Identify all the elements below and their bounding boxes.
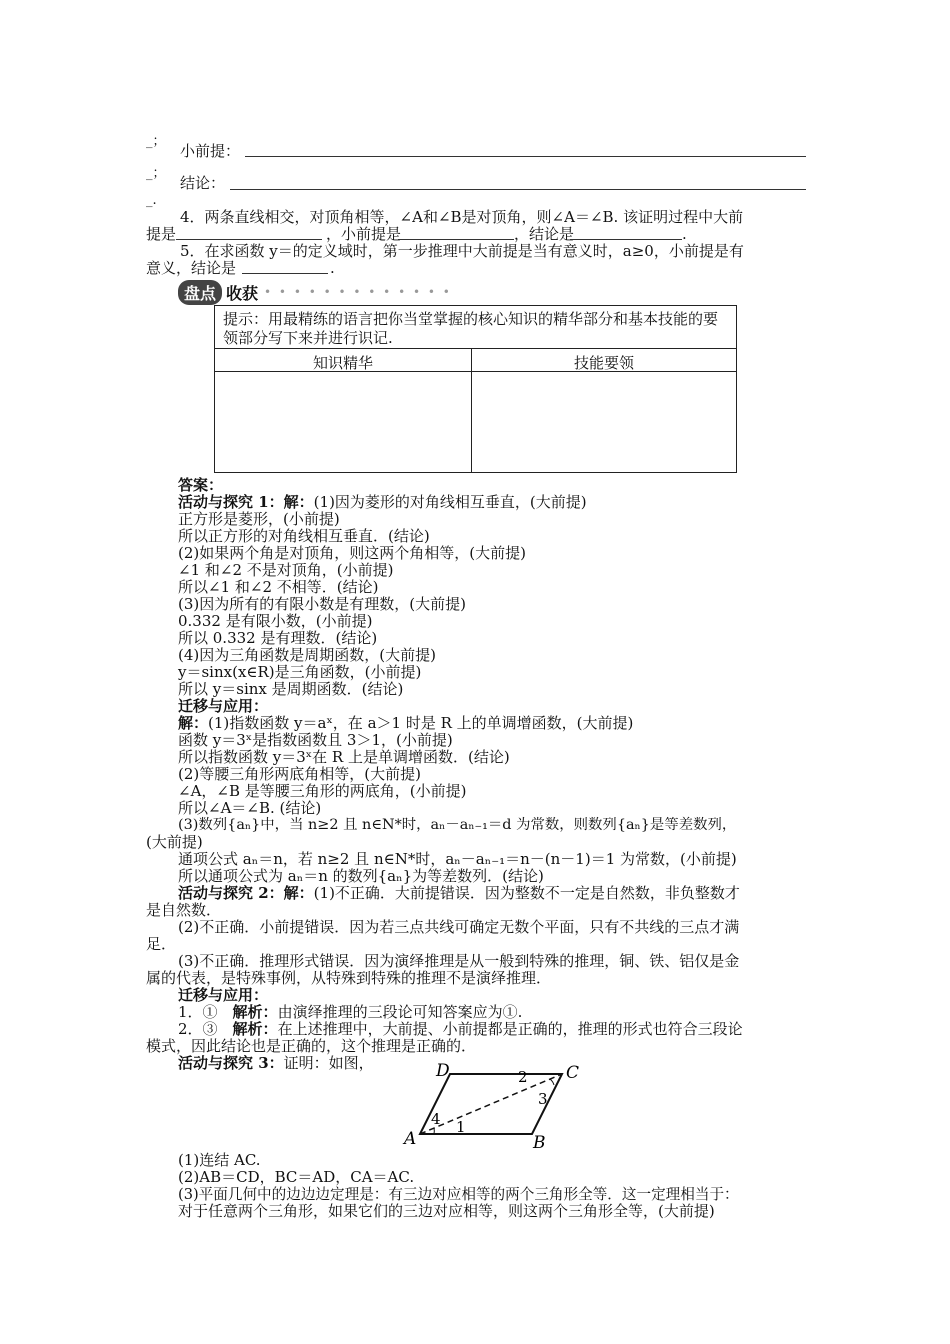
- answer-line-text: (1)连结 AC.: [178, 1151, 261, 1169]
- answer-line-text: 正方形是菱形，(小前提): [178, 510, 340, 528]
- summary-table: [214, 305, 737, 473]
- activity-1: [178, 494, 587, 511]
- analysis-label: 解析：: [232, 1020, 278, 1038]
- q4-blank-c: ，结论是: [514, 225, 575, 243]
- activity-1-line: (1)因为菱形的对角线相互垂直，(大前提): [313, 493, 587, 511]
- answer-line-text: 所以指数函数 y＝3ˣ在 R 上是单调增函数．(结论): [178, 748, 510, 766]
- answer-line-text: (2)不正确．小前提错误．因为若三点共线可确定无数个平面，只有不共线的三点才满: [178, 918, 740, 936]
- banner-title: 收获: [226, 283, 259, 303]
- answer-line-text: ∠A，∠B 是等腰三角形的两底角，(小前提): [178, 782, 467, 800]
- activity-3: [178, 1055, 374, 1072]
- migration-heading-2: 迁移与应用：: [178, 986, 269, 1004]
- answer-line-text: (3)平面几何中的边边边定理是：有三边对应相等的两个三角形全等．这一定理相当于：: [178, 1186, 739, 1203]
- analysis-label: 解析：: [232, 1003, 278, 1021]
- answer-line-text: (1)不正确．大前提错误．因为整数不一定是自然数，非负整数才: [313, 884, 740, 902]
- question-5: 5．在求函数 y＝的定义域时，第一步推理中大前提是当有意义时，a≥0，小前提是有: [180, 242, 744, 260]
- answer-line: [176, 239, 322, 240]
- jie-label: 解：: [178, 714, 209, 732]
- angle-label-2: 2: [518, 1068, 528, 1086]
- q5-blank-a: 意义，结论是: [146, 259, 237, 277]
- analysis-text: 在上述推理中，大前提、小前提都是正确的，推理的形式也符合三段论: [277, 1020, 743, 1038]
- answer-line-text: 属的代表，是特殊事例，从特殊到特殊的推理不是演绎推理．: [146, 969, 552, 987]
- answer-line: [245, 156, 806, 157]
- answer-line-text: (1)指数函数 y＝aˣ，在 a＞1 时是 R 上的单调增函数，(大前提): [208, 714, 634, 732]
- answer-line-text: 所以通项公式为 aₙ＝n 的数列{aₙ}为等差数列．(结论): [178, 867, 544, 885]
- vertex-c: C: [566, 1063, 580, 1083]
- answer-line-text: y＝sinx(x∈R)是三角函数，(小前提): [178, 663, 422, 681]
- vertex-d: D: [436, 1062, 450, 1081]
- answer-line-text: 所以∠A＝∠B. (结论): [178, 799, 322, 817]
- answer-line-text: 0.332 是有限小数，(小前提): [178, 612, 373, 630]
- table-header-row: [215, 348, 736, 372]
- conclusion-label: 结论：: [180, 174, 226, 192]
- answer-line-text: 证明：如图，: [283, 1054, 374, 1072]
- q4-end: .: [682, 225, 687, 243]
- migration-heading: 迁移与应用：: [178, 697, 269, 715]
- section-banner: [178, 280, 452, 304]
- answers-title: 答案：: [178, 476, 224, 494]
- answer-line-text: (4)因为三角函数是周期函数，(大前提): [178, 646, 436, 664]
- item-number: 1．①: [178, 1003, 233, 1021]
- migration-2-item-1: [178, 1004, 522, 1021]
- answer-line-text: (2)如果两个角是对顶角，则这两个角相等，(大前提): [178, 544, 526, 562]
- migration-2-item-2: [178, 1021, 743, 1038]
- answer-line: [570, 239, 682, 240]
- angle-label-4: 4: [431, 1110, 441, 1128]
- answer-line-text: (2)等腰三角形两底角相等，(大前提): [178, 765, 421, 783]
- parallelogram-figure: [400, 1062, 600, 1162]
- answer-line-text: ∠1 和∠2 不是对顶角，(小前提): [178, 561, 394, 579]
- angle-arc-c: [550, 1079, 554, 1085]
- answer-line-text: 是自然数．: [146, 901, 222, 919]
- answer-line-text: (大前提): [146, 833, 203, 851]
- answer-line: [242, 273, 328, 274]
- answer-line-text: 模式，因此结论也是正确的，这个推理是正确的．: [146, 1037, 477, 1055]
- answer-line-text: (3)不正确．推理形式错误．因为演绎推理是从一般到特殊的推理，铜、铁、铝仅是金: [178, 952, 740, 970]
- vertex-a: A: [404, 1129, 417, 1149]
- answer-line-text: 足．: [146, 935, 177, 953]
- activity-2-head: 活动与探究 2：解：: [178, 884, 314, 902]
- vertex-b: B: [533, 1133, 546, 1153]
- blank-mark: _.: [146, 193, 157, 208]
- answer-line-text: (3)数列{aₙ}中，当 n≥2 且 n∈N*时，aₙ－aₙ₋₁＝d 为常数，则数列{aₙ}是等差数列，: [178, 817, 737, 833]
- item-number: 2．③: [178, 1020, 233, 1038]
- column-header-knowledge: 知识精华: [312, 354, 373, 372]
- answer-line: [398, 239, 514, 240]
- activity-3-head: 活动与探究 3：: [178, 1054, 284, 1072]
- minor-premise-label: 小前提：: [180, 142, 241, 160]
- table-hint: 提示：用最精练的语言把你当堂掌握的核心知识的精华部分和基本技能的要领部分写下来并进行识记.: [223, 310, 719, 347]
- blank-mark: _；: [146, 166, 166, 181]
- answer-line-text: (2)AB＝CD，BC＝AD，CA＝AC.: [178, 1168, 415, 1186]
- answer-line-text: 所以∠1 和∠2 不相等．(结论): [178, 578, 379, 596]
- answer-line-text: (3)因为所有的有限小数是有理数，(大前提): [178, 595, 466, 613]
- answer-line-text: 通项公式 aₙ＝n，若 n≥2 且 n∈N*时，aₙ－aₙ₋₁＝n－(n－1)＝1 为常数，(小前提): [178, 850, 737, 868]
- answer-line-text: 所以 0.332 是有理数．(结论): [178, 629, 378, 647]
- q5-end: .: [330, 259, 335, 277]
- angle-label-1: 1: [456, 1118, 466, 1136]
- q4-blank-b: ，小前提是: [326, 225, 402, 243]
- column-header-skills: 技能要领: [573, 354, 634, 372]
- answer-line-text: 所以正方形的对角线相互垂直．(结论): [178, 527, 430, 545]
- banner-badge: 盘点: [178, 280, 222, 305]
- answer-line: [230, 189, 806, 190]
- answer-line-text: 对于任意两个三角形，如果它们的三边对应相等，则这两个三角形全等，(大前提): [178, 1202, 715, 1220]
- activity-1-head: 活动与探究 1：解：: [178, 493, 314, 511]
- migration-1: [178, 715, 633, 732]
- column-divider: [471, 348, 472, 472]
- answer-line-text: 函数 y＝3ˣ是指数函数且 3＞1，(小前提): [178, 731, 453, 749]
- angle-label-3: 3: [538, 1090, 548, 1108]
- activity-2: [178, 885, 740, 902]
- blank-mark: _；: [146, 134, 166, 149]
- banner-dots: • • • • • • • • • • • • •: [264, 285, 452, 299]
- q4-blank-a: 提是: [146, 225, 177, 243]
- analysis-text: 由演绎推理的三段论可知答案应为①.: [277, 1003, 523, 1021]
- question-4: 4．两条直线相交，对顶角相等，∠A和∠B是对顶角，则∠A＝∠B. 该证明过程中大前: [180, 208, 744, 226]
- answer-line-text: 所以 y＝sinx 是周期函数．(结论): [178, 680, 404, 698]
